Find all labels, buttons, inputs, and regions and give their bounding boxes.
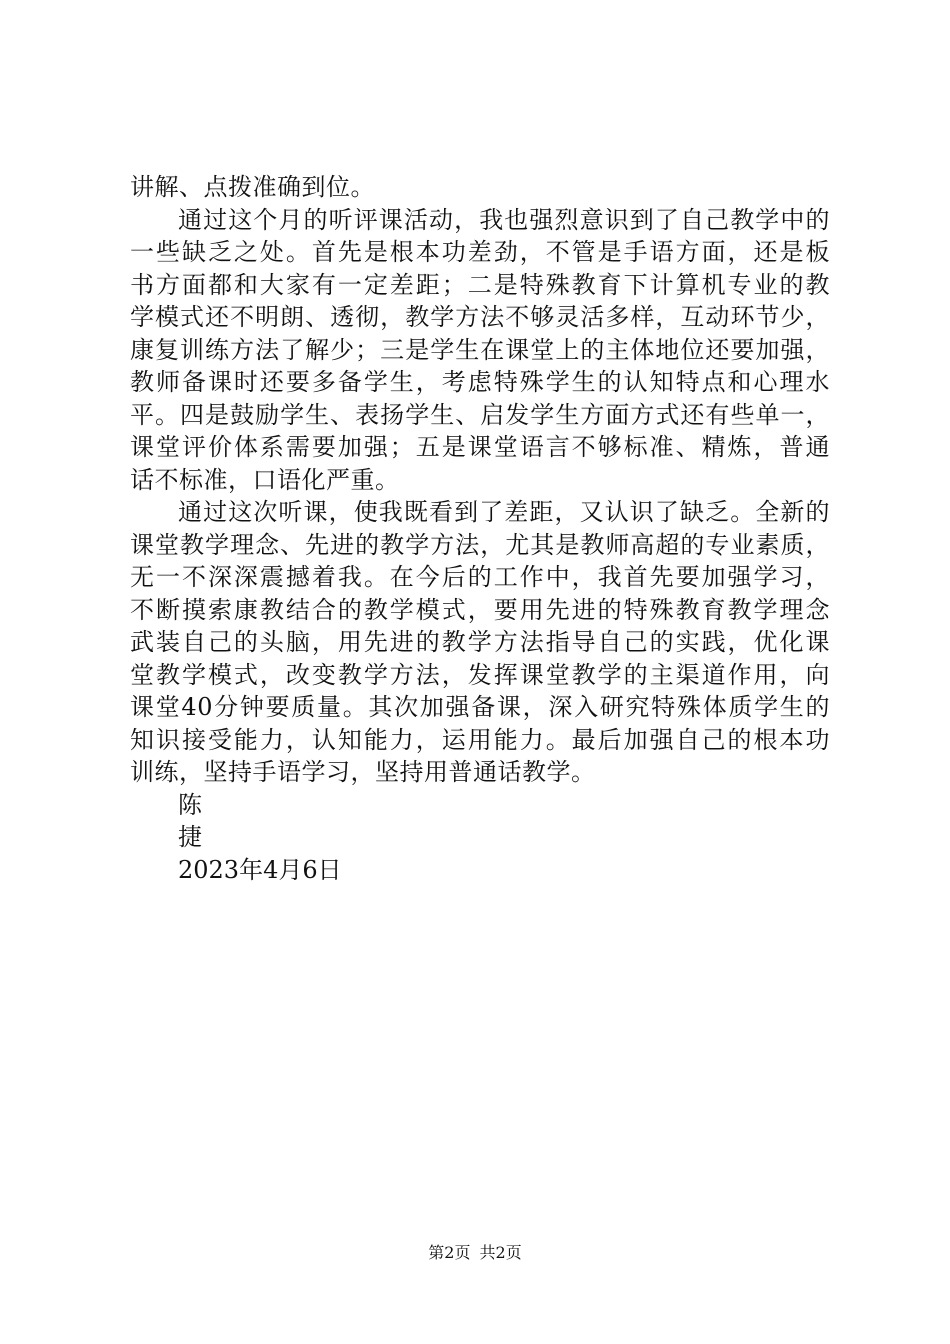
text-line: 武装自己的头脑，用先进的教学方法指导自己的实践，优化课 bbox=[130, 628, 830, 656]
document-body bbox=[130, 171, 830, 886]
signature-name: 陈 bbox=[178, 790, 202, 819]
text-line: 康复训练方法了解少；三是学生在课堂上的主体地位还要加强， bbox=[130, 335, 830, 364]
text-line: 不断摸索康教结合的教学模式，要用先进的特殊教育教学理念 bbox=[130, 595, 830, 624]
signature-name: 捷 bbox=[178, 823, 202, 851]
text-line: 一些缺乏之处。首先是根本功差劲，不管是手语方面，还是板 bbox=[130, 238, 830, 266]
text-line: 平。四是鼓励学生、表扬学生、启发学生方面方式还有些单一， bbox=[130, 400, 830, 429]
text-line: 训练，坚持手语学习，坚持用普通话教学。 bbox=[130, 758, 596, 786]
text-line: 通过这次听课，使我既看到了差距，又认识了缺乏。全新的 bbox=[178, 498, 830, 526]
signature-date: 2023年4月6日 bbox=[178, 855, 342, 884]
page-footer bbox=[0, 1240, 950, 1263]
text-line: 课堂40分钟要质量。其次加强备课，深入研究特殊体质学生的 bbox=[130, 693, 830, 721]
page-number-current: 第2页 bbox=[428, 1243, 471, 1262]
text-line: 课堂教学理念、先进的教学方法，尤其是教师高超的专业素质， bbox=[130, 530, 830, 559]
text-line: 学模式还不明朗、透彻，教学方法不够灵活多样，互动环节少， bbox=[130, 303, 830, 331]
text-line: 通过这个月的听评课活动，我也强烈意识到了自己教学中的 bbox=[178, 205, 830, 234]
page-number-total: 共2页 bbox=[479, 1243, 522, 1262]
text-line: 堂教学模式，改变教学方法，发挥课堂教学的主渠道作用，向 bbox=[130, 660, 830, 689]
text-line: 无一不深深震撼着我。在今后的工作中，我首先要加强学习， bbox=[130, 563, 830, 591]
text-line: 教师备课时还要多备学生，考虑特殊学生的认知特点和心理水 bbox=[130, 368, 830, 396]
text-line: 书方面都和大家有一定差距；二是特殊教育下计算机专业的教 bbox=[130, 270, 830, 299]
text-line: 讲解、点拨准确到位。 bbox=[130, 173, 375, 201]
text-line: 话不标准，口语化严重。 bbox=[130, 465, 400, 494]
text-line: 课堂评价体系需要加强；五是课堂语言不够标准、精炼，普通 bbox=[130, 433, 830, 461]
text-line: 知识接受能力，认知能力，运用能力。最后加强自己的根本功 bbox=[130, 725, 830, 754]
